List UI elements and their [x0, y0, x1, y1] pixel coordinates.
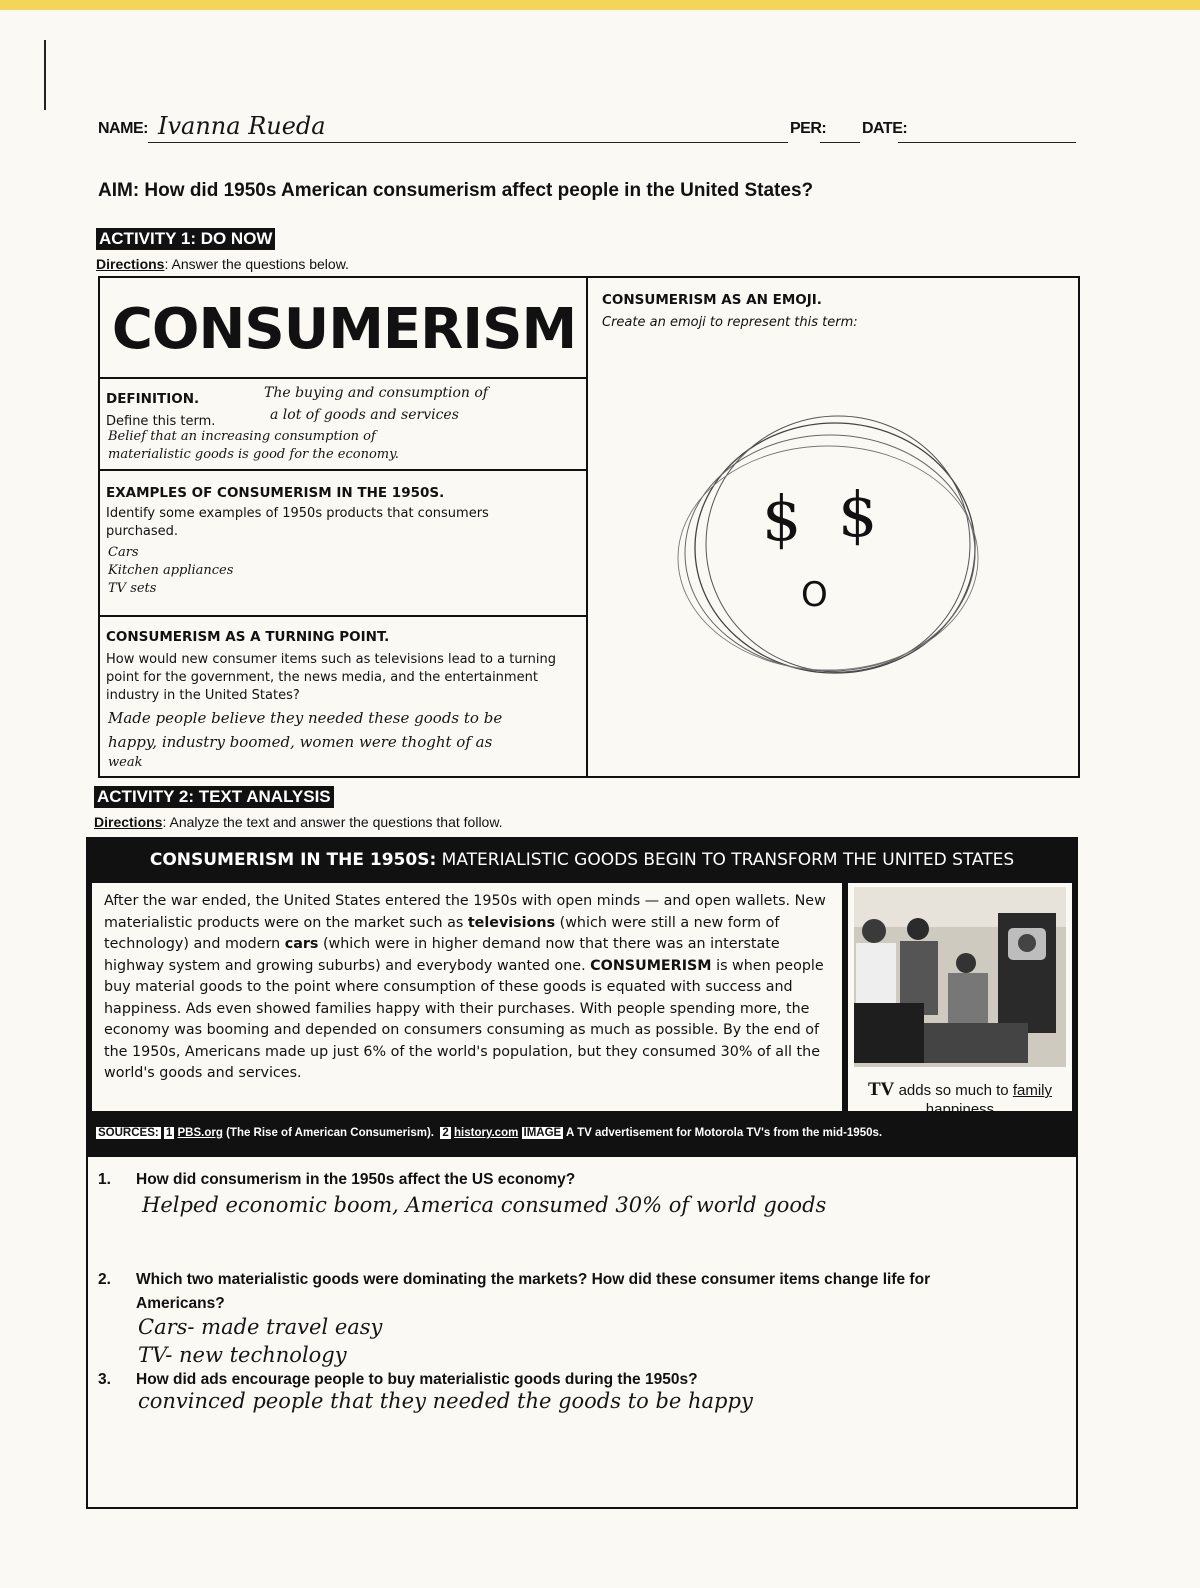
question-1-text: How did consumerism in the 1950s affect the US economy? [136, 1171, 576, 1188]
person-head [862, 919, 886, 943]
question-2-answer-2[interactable]: TV- new technology [138, 1343, 347, 1367]
date-line[interactable] [898, 142, 1076, 143]
definition-prompt: Define this term. [106, 414, 216, 429]
article-text-span: After the war ended, the United States entered the 1950s with open minds — and open wallets. New materialistic products were on the market such as [104, 893, 826, 931]
person-head [907, 918, 929, 940]
person-body [948, 973, 988, 1023]
turning-point-title: CONSUMERISM AS A TURNING POINT. [106, 629, 390, 645]
activity1-title: ACTIVITY 1: DO NOW [96, 228, 275, 250]
turning-point-answer-2[interactable]: happy, industry boomed, women were thoght of as [108, 733, 493, 751]
date-label: DATE: [862, 120, 908, 137]
caption-happiness: happiness [925, 1101, 995, 1118]
name-value[interactable]: Ivanna Rueda [158, 112, 326, 140]
aim-statement: AIM: How did 1950s American consumerism affect people in the United States? [98, 180, 814, 201]
caption-family: family [1012, 1082, 1052, 1099]
activity2-directions [94, 814, 503, 830]
sources-line [96, 1127, 882, 1139]
tv-screen-face [1018, 934, 1036, 952]
question-2-number: 2. [98, 1271, 111, 1288]
examples-title: EXAMPLES OF CONSUMERISM IN THE 1950S. [106, 485, 445, 501]
article-text-span: (which were in higher demand now that there was an interstate highway system and growing suburbs) and everybody wanted one. [104, 936, 780, 974]
definition-answer-4[interactable]: materialistic goods is good for the economy. [108, 447, 399, 462]
source1-link[interactable]: PBS.org [177, 1127, 223, 1139]
directions-label: Directions [94, 814, 163, 830]
page-top-edge [0, 0, 1200, 10]
emoji-right-eye: $ [838, 478, 878, 551]
article-text-span: is when people buy material goods to the point where consumption of these goods is equated with success and happiness. Ads even showed families happy with their purchases. With people spending more, the economy was booming and depended on consumers consuming as much as possible. By the end of the 1950s, Americans made up just 6% of the world's population, but they consumed 30% of all the world's goods and services. [104, 957, 824, 1081]
emoji-drawing[interactable] [670, 408, 990, 698]
directions-text: : Answer the questions below. [164, 256, 349, 272]
turning-point-answer-1[interactable]: Made people believe they needed these goods to be [108, 709, 503, 727]
activity1-directions [96, 256, 349, 272]
question-2-answer-1[interactable]: Cars- made travel easy [138, 1315, 383, 1339]
image-label: IMAGE [523, 1127, 562, 1139]
question-1-answer[interactable]: Helped economic boom, America consumed 30% of world goods [142, 1193, 827, 1217]
activity2-title: ACTIVITY 2: TEXT ANALYSIS [94, 786, 334, 808]
examples-prompt: Identify some examples of 1950s products that consumers purchased. [106, 506, 489, 539]
definition-cell [100, 379, 586, 471]
turning-point-cell [100, 617, 586, 774]
question-2-text: Which two materialistic goods were dominating the markets? How did these consumer items change life for [136, 1271, 931, 1288]
image-caption [848, 1079, 1072, 1118]
turning-point-answer-3[interactable]: weak [108, 755, 143, 770]
caption-tv: TV [868, 1079, 895, 1100]
article-heading [86, 837, 1078, 883]
definition-title: DEFINITION. [106, 391, 200, 407]
consumerism-banner: CONSUMERISM [100, 282, 588, 379]
article-bold-televisions: televisions [467, 914, 556, 931]
source1-number: 1 [165, 1127, 173, 1139]
source2-number: 2 [442, 1127, 449, 1139]
emoji-title: CONSUMERISM AS AN EMOJI. [602, 292, 822, 308]
examples-answer-1[interactable]: Cars [108, 545, 139, 560]
question-2-text-continued: Americans? [136, 1295, 225, 1312]
emoji-left-eye: $ [762, 482, 802, 555]
question-1-number: 1. [98, 1171, 111, 1188]
definition-answer-2[interactable]: a lot of goods and services [270, 407, 459, 423]
caption-mid: adds so much to [894, 1082, 1013, 1099]
questions-box [86, 1157, 1078, 1509]
article-bold-consumerism: CONSUMERISM [590, 957, 712, 974]
article-body [92, 883, 842, 1111]
examples-answer-3[interactable]: TV sets [108, 581, 157, 596]
emoji-mouth: O [801, 575, 828, 615]
article-panel [86, 837, 1078, 1157]
tv-ad-photo [848, 883, 1072, 1073]
pen-mark [44, 40, 46, 110]
sofa [854, 1003, 924, 1063]
person-head [956, 953, 976, 973]
question-3-number: 3. [98, 1371, 111, 1388]
examples-answer-2[interactable]: Kitchen appliances [108, 563, 234, 578]
table [908, 1023, 1028, 1063]
name-label: NAME: [98, 120, 148, 137]
emoji-prompt: Create an emoji to represent this term: [602, 315, 858, 330]
per-line[interactable] [820, 142, 860, 143]
article-text-span: (which were still a new form of technology) and modern [104, 914, 780, 952]
worksheet-header [98, 112, 1088, 152]
per-label: PER: [790, 120, 827, 137]
article-heading-rest: MATERIALISTIC GOODS BEGIN TO TRANSFORM THE UNITED STATES [436, 850, 1015, 870]
image-source-text: A TV advertisement for Motorola TV's from the mid-1950s. [563, 1127, 883, 1139]
sources-label: SOURCES: [98, 1127, 159, 1139]
person-body [856, 943, 896, 1013]
emoji-cell [590, 278, 1074, 774]
definition-answer-3[interactable]: Belief that an increasing consumption of [108, 429, 376, 444]
article-heading-bold: CONSUMERISM IN THE 1950S: [149, 850, 437, 870]
tv-advertisement-image [848, 883, 1072, 1118]
source2-link[interactable]: history.com [454, 1127, 519, 1139]
source1-text: (The Rise of American Consumerism). [222, 1127, 438, 1139]
directions-label: Directions [96, 256, 165, 272]
question-3-text: How did ads encourage people to buy materialistic goods during the 1950s? [136, 1371, 698, 1388]
turning-point-prompt: How would new consumer items such as televisions lead to a turning point for the government, the news media, and the entertainment industry in the United States? [106, 652, 557, 703]
article-bold-cars: cars [284, 936, 319, 952]
name-line [148, 142, 788, 143]
emoji-face-circle [685, 435, 975, 671]
directions-text: : Analyze the text and answer the questions that follow. [162, 814, 503, 830]
examples-cell [100, 471, 586, 617]
question-3-answer[interactable]: convinced people that they needed the goods to be happy [138, 1389, 753, 1413]
article-text [104, 891, 834, 1085]
definition-answer-1[interactable]: The buying and consumption of [264, 385, 488, 401]
